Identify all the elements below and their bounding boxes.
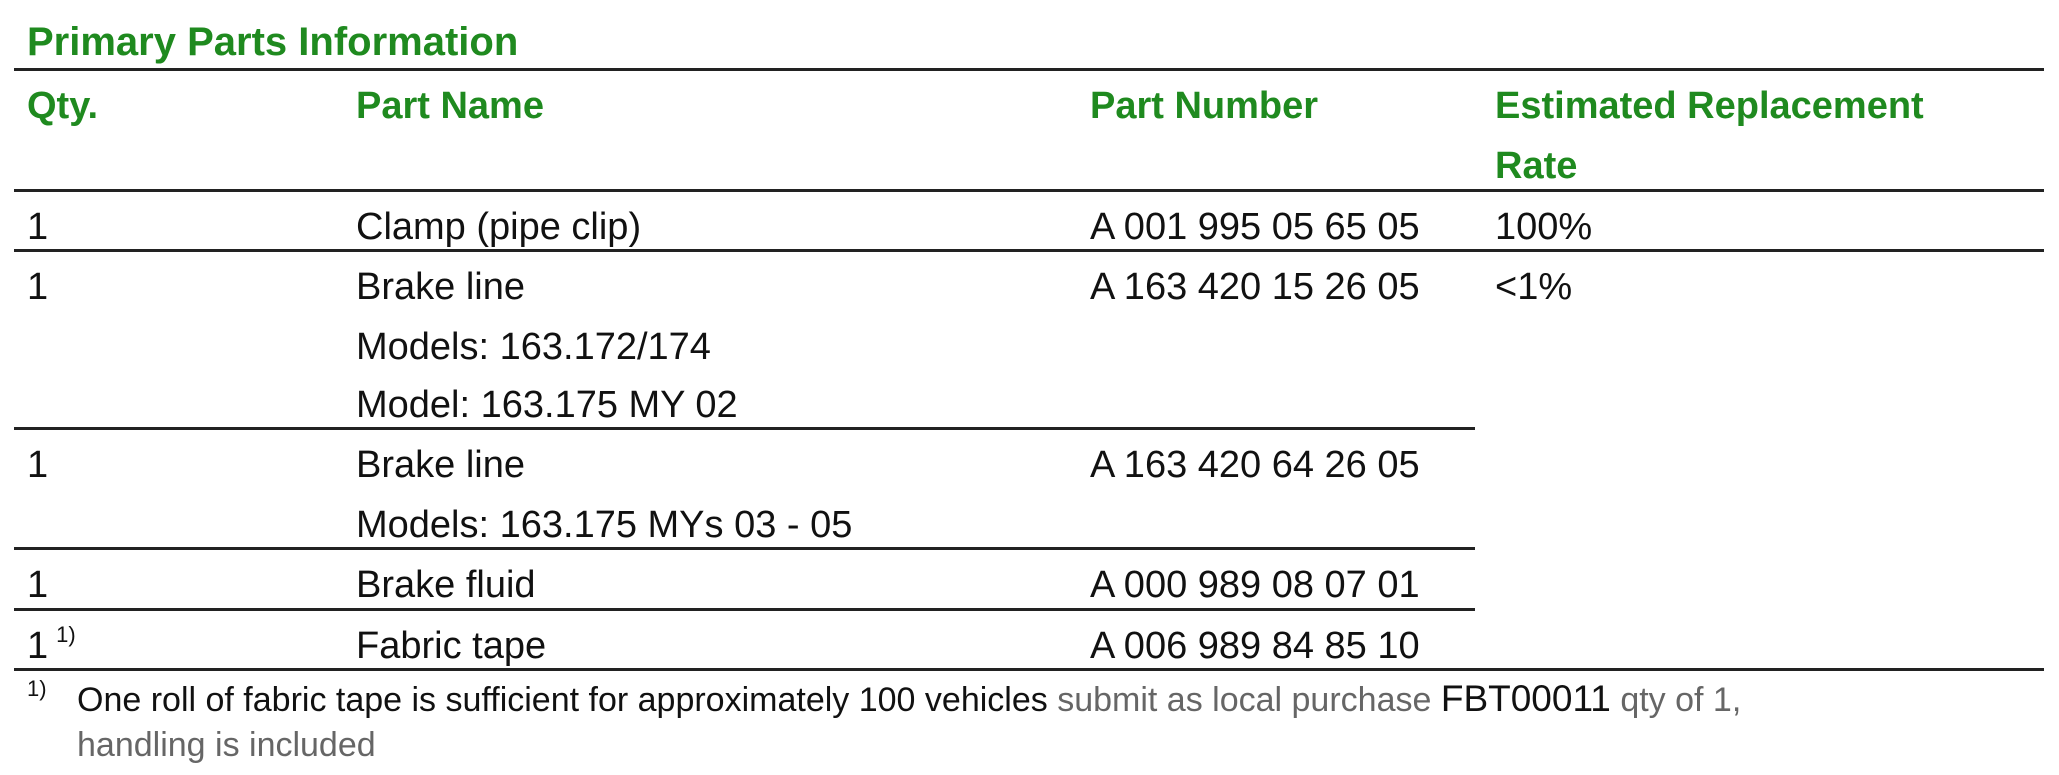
header-qty: Qty. xyxy=(27,85,99,127)
footnote-mark: 1) xyxy=(27,676,47,701)
footnote xyxy=(77,676,1977,768)
row4-part-number: A 000 989 08 07 01 xyxy=(1090,564,1420,606)
row2-part-name: Brake line xyxy=(356,266,525,308)
row4-part-name: Brake fluid xyxy=(356,564,536,606)
row5-qty-value: 1 xyxy=(27,625,49,667)
row2-part-number: A 163 420 15 26 05 xyxy=(1090,266,1420,308)
row2-rate: <1% xyxy=(1495,266,1573,308)
rule-top xyxy=(14,68,2044,71)
row1-part-name: Clamp (pipe clip) xyxy=(356,206,642,248)
row3-part-name-models: Models: 163.175 MYs 03 - 05 xyxy=(356,504,853,546)
header-rate-line2: Rate xyxy=(1495,145,1578,187)
footnote-text: One roll of fabric tape is sufficient for approximately 100 vehicles xyxy=(77,681,1058,719)
row5-qty xyxy=(27,616,76,681)
row2-part-name-model: Model: 163.175 MY 02 xyxy=(356,384,738,426)
row3-qty: 1 xyxy=(27,444,49,486)
page-title: Primary Parts Information xyxy=(27,20,519,64)
header-rate: Estimated Replacement xyxy=(1495,85,1924,127)
header-part-name: Part Name xyxy=(356,85,544,127)
row5-qty-footnote-ref: 1) xyxy=(56,622,76,647)
row1-part-number: A 001 995 05 65 05 xyxy=(1090,206,1420,248)
rule-row2 xyxy=(14,427,1475,430)
footnote-code: FBT00011 xyxy=(1440,678,1611,719)
row3-part-number: A 163 420 64 26 05 xyxy=(1090,444,1420,486)
row1-qty: 1 xyxy=(27,206,49,248)
row1-rate: 100% xyxy=(1495,206,1593,248)
row5-part-name: Fabric tape xyxy=(356,625,547,667)
row3-part-name: Brake line xyxy=(356,444,525,486)
footnote-qty-note: qty of 1, xyxy=(1610,681,1742,719)
footnote-purchase-note: submit as local purchase xyxy=(1057,681,1441,719)
row2-part-name-models: Models: 163.172/174 xyxy=(356,326,711,368)
rule-bottom xyxy=(14,668,2044,671)
row4-qty: 1 xyxy=(27,564,49,606)
rule-row1 xyxy=(14,249,2044,252)
row2-qty: 1 xyxy=(27,266,49,308)
footnote-handling-note: handling is included xyxy=(77,726,376,764)
header-part-number: Part Number xyxy=(1090,85,1319,127)
rule-header xyxy=(14,189,2044,192)
row5-part-number: A 006 989 84 85 10 xyxy=(1090,625,1420,667)
